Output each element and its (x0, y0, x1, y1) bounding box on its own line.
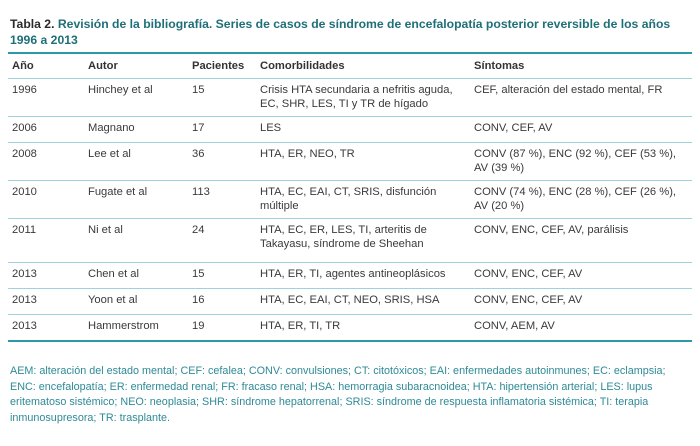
cell-comorbidities: LES (256, 117, 470, 143)
header-comorbidities: Comorbilidades (256, 54, 470, 79)
abbreviations-legend: AEM: alteración del estado mental; CEF: cefalea; CONV: convulsiones; CT: citotóxicos; EAI: enfermedades autoinmunes; EC: eclampsia; ENC: encefalopatía; ER: enfermedad renal; FR: fracaso renal; HSA: hemorragia subaracnoidea; HTA: hipertensión arterial; LES: lupus eritematoso sistémico; NEO: neoplasia; SHR: síndrome hepatorrenal; SRIS: síndrome de respuesta inflamatoria sistémica; TI: terapia inmunosupresora; TR: trasplante. (10, 365, 666, 424)
header-author: Autor (84, 54, 188, 79)
cell-author: Yoon et al (84, 289, 188, 315)
cell-comorbidities: HTA, ER, TI, agentes antineoplásicos (256, 263, 470, 289)
cell-year: 1996 (8, 79, 84, 117)
cell-symptoms: CONV (87 %), ENC (92 %), CEF (53 %), AV (39 %) (470, 143, 692, 181)
cell-comorbidities: Crisis HTA secundaria a nefritis aguda, EC, SHR, LES, TI y TR de hígado (256, 79, 470, 117)
table-number: Tabla 2. (10, 17, 55, 31)
cell-year: 2010 (8, 181, 84, 219)
table-row (8, 315, 692, 341)
table-row (8, 219, 692, 263)
cell-author: Hinchey et al (84, 79, 188, 117)
table-row (8, 289, 692, 315)
cell-symptoms: CONV, ENC, CEF, AV (470, 263, 692, 289)
cell-patients: 15 (188, 263, 256, 289)
cell-comorbidities: HTA, ER, NEO, TR (256, 143, 470, 181)
cell-year: 2013 (8, 289, 84, 315)
cell-year: 2013 (8, 263, 84, 289)
cell-symptoms: CONV, AEM, AV (470, 315, 692, 341)
cell-patients: 24 (188, 219, 256, 263)
header-year: Año (8, 54, 84, 79)
cell-author: Magnano (84, 117, 188, 143)
cell-patients: 19 (188, 315, 256, 341)
table-title: Revisión de la bibliografía. Series de casos de síndrome de encefalopatía posterior reversible de los años 1996 a 2013 (10, 17, 671, 47)
cell-patients: 36 (188, 143, 256, 181)
cell-author: Ni et al (84, 219, 188, 263)
cell-year: 2011 (8, 219, 84, 263)
cell-comorbidities: HTA, EC, ER, LES, TI, arteritis de Takayasu, síndrome de Sheehan (256, 219, 470, 263)
cell-author: Fugate et al (84, 181, 188, 219)
cell-year: 2013 (8, 315, 84, 341)
cell-patients: 16 (188, 289, 256, 315)
cell-patients: 113 (188, 181, 256, 219)
header-symptoms: Síntomas (470, 54, 692, 79)
cell-symptoms: CONV, ENC, CEF, AV (470, 289, 692, 315)
table-row (8, 263, 692, 289)
cell-symptoms: CEF, alteración del estado mental, FR (470, 79, 692, 117)
table-header-row (8, 54, 692, 79)
cell-patients: 15 (188, 79, 256, 117)
cell-year: 2006 (8, 117, 84, 143)
table-row (8, 79, 692, 117)
cell-year: 2008 (8, 143, 84, 181)
cell-comorbidities: HTA, EC, EAI, CT, SRIS, disfunción múltiple (256, 181, 470, 219)
cell-symptoms: CONV, CEF, AV (470, 117, 692, 143)
cell-author: Chen et al (84, 263, 188, 289)
cell-comorbidities: HTA, ER, TI, TR (256, 315, 470, 341)
cell-symptoms: CONV (74 %), ENC (28 %), CEF (26 %), AV (20 %) (470, 181, 692, 219)
case-series-table (8, 54, 692, 342)
table-row (8, 143, 692, 181)
cell-author: Hammerstrom (84, 315, 188, 341)
cell-author: Lee et al (84, 143, 188, 181)
cell-patients: 17 (188, 117, 256, 143)
header-patients: Pacientes (188, 54, 256, 79)
cell-comorbidities: HTA, EC, EAI, CT, NEO, SRIS, HSA (256, 289, 470, 315)
table-row (8, 181, 692, 219)
cell-symptoms: CONV, ENC, CEF, AV, parálisis (470, 219, 692, 263)
table-caption (8, 0, 692, 48)
table-row (8, 117, 692, 143)
